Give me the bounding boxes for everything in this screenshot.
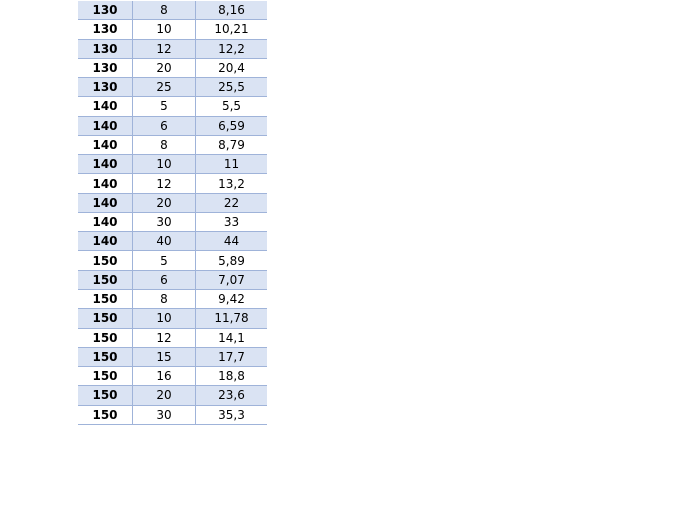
cell-col3: 6,59 [196, 116, 268, 135]
cell-col1: 140 [78, 174, 133, 193]
table-row [78, 309, 267, 328]
cell-col2: 5 [133, 97, 196, 116]
cell-col3: 23,6 [196, 386, 268, 405]
cell-col1: 130 [78, 58, 133, 77]
cell-col2: 5 [133, 251, 196, 270]
cell-col3: 44 [196, 232, 268, 251]
cell-col1: 150 [78, 367, 133, 386]
cell-col1: 150 [78, 328, 133, 347]
table-row [78, 116, 267, 135]
table-row [78, 174, 267, 193]
table-row [78, 405, 267, 424]
data-table [78, 1, 267, 425]
cell-col3: 5,5 [196, 97, 268, 116]
cell-col1: 130 [78, 20, 133, 39]
cell-col3: 20,4 [196, 58, 268, 77]
cell-col1: 130 [78, 39, 133, 58]
cell-col2: 12 [133, 328, 196, 347]
cell-col3: 12,2 [196, 39, 268, 58]
table-row [78, 135, 267, 154]
table-row [78, 20, 267, 39]
cell-col1: 150 [78, 405, 133, 424]
cell-col1: 140 [78, 116, 133, 135]
table-row [78, 386, 267, 405]
cell-col2: 25 [133, 78, 196, 97]
cell-col2: 8 [133, 1, 196, 20]
table-row [78, 193, 267, 212]
cell-col3: 13,2 [196, 174, 268, 193]
cell-col1: 130 [78, 78, 133, 97]
cell-col2: 6 [133, 116, 196, 135]
table-row [78, 289, 267, 308]
cell-col2: 16 [133, 367, 196, 386]
table-row [78, 212, 267, 231]
table-row [78, 78, 267, 97]
cell-col3: 22 [196, 193, 268, 212]
cell-col3: 5,89 [196, 251, 268, 270]
table-row [78, 155, 267, 174]
cell-col1: 140 [78, 193, 133, 212]
cell-col2: 40 [133, 232, 196, 251]
table-row [78, 39, 267, 58]
table-row [78, 58, 267, 77]
cell-col3: 8,79 [196, 135, 268, 154]
cell-col1: 150 [78, 386, 133, 405]
cell-col3: 14,1 [196, 328, 268, 347]
cell-col3: 7,07 [196, 270, 268, 289]
table-row [78, 97, 267, 116]
cell-col3: 18,8 [196, 367, 268, 386]
cell-col3: 33 [196, 212, 268, 231]
cell-col2: 10 [133, 309, 196, 328]
cell-col1: 140 [78, 155, 133, 174]
cell-col1: 150 [78, 270, 133, 289]
cell-col2: 10 [133, 20, 196, 39]
cell-col2: 30 [133, 212, 196, 231]
cell-col2: 30 [133, 405, 196, 424]
cell-col3: 17,7 [196, 347, 268, 366]
cell-col3: 9,42 [196, 289, 268, 308]
cell-col2: 20 [133, 193, 196, 212]
cell-col2: 20 [133, 58, 196, 77]
table-row [78, 367, 267, 386]
cell-col1: 140 [78, 212, 133, 231]
table-row [78, 328, 267, 347]
cell-col2: 8 [133, 135, 196, 154]
cell-col1: 150 [78, 289, 133, 308]
table-row [78, 1, 267, 20]
table-row [78, 251, 267, 270]
cell-col2: 12 [133, 174, 196, 193]
table-row [78, 270, 267, 289]
table-row [78, 347, 267, 366]
cell-col2: 8 [133, 289, 196, 308]
cell-col3: 11 [196, 155, 268, 174]
cell-col2: 6 [133, 270, 196, 289]
cell-col2: 10 [133, 155, 196, 174]
cell-col1: 140 [78, 97, 133, 116]
cell-col3: 35,3 [196, 405, 268, 424]
cell-col1: 150 [78, 251, 133, 270]
cell-col3: 8,16 [196, 1, 268, 20]
cell-col1: 150 [78, 309, 133, 328]
cell-col1: 140 [78, 135, 133, 154]
cell-col1: 140 [78, 232, 133, 251]
cell-col2: 15 [133, 347, 196, 366]
cell-col3: 25,5 [196, 78, 268, 97]
table-body [78, 1, 267, 424]
cell-col1: 150 [78, 347, 133, 366]
cell-col3: 11,78 [196, 309, 268, 328]
table-row [78, 232, 267, 251]
cell-col3: 10,21 [196, 20, 268, 39]
cell-col2: 12 [133, 39, 196, 58]
cell-col1: 130 [78, 1, 133, 20]
cell-col2: 20 [133, 386, 196, 405]
